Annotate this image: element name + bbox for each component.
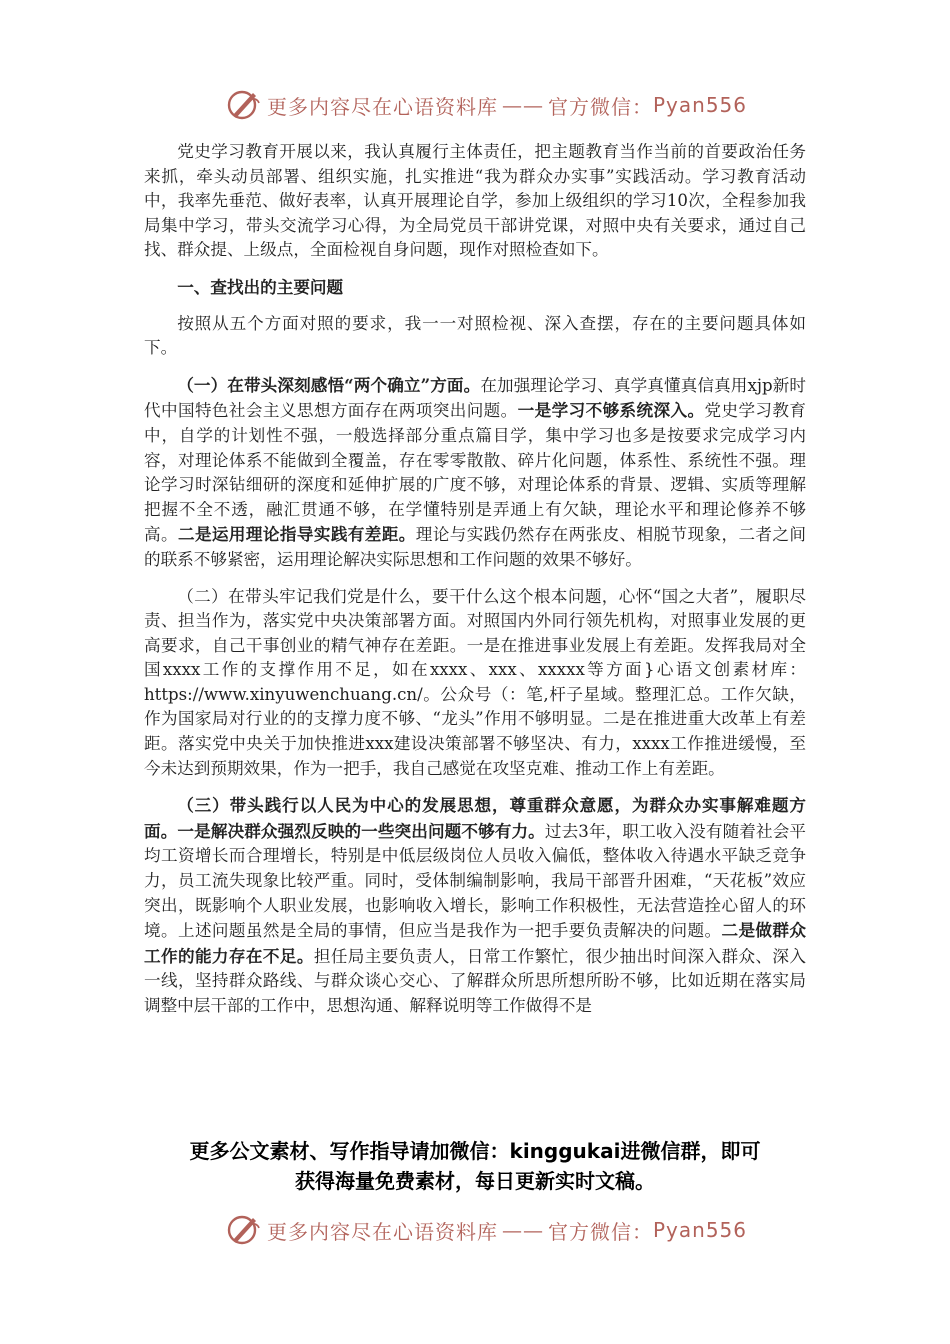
banner-wechat-id: Pyan556 bbox=[653, 93, 748, 117]
footer-call-to-action bbox=[140, 1136, 810, 1196]
document-body bbox=[144, 140, 806, 1031]
item1-point1: 一是学习不够系统深入。 bbox=[517, 400, 705, 421]
banner-text: 更多内容尽在心语资料库 bbox=[267, 1219, 498, 1244]
footer-line-2: 获得海量免费素材，每日更新实时文稿。 bbox=[295, 1169, 655, 1193]
banner-wechat-id: Pyan556 bbox=[653, 1218, 748, 1242]
item3-text1: 过去3年，职工收入没有随着社会平均工资增长而合理增长，特别是中低层级岗位人员收入偏低，整体收入待遇水平缺乏竞争力，员工流失现象比较严重。同时，受体制编制影响，我局干部晋升困难，“天花板”效应突出，既影响个人职业发展，也影响收入增长，影响工作积极性，无法营造拴心留人的环境。上述问题虽然是全局的事情，但应当是我作为一把手要负责解决的问题。 bbox=[144, 821, 807, 941]
item1-text3: 理论与实践仍然存在两张皮、相脱节现象，二者之间的联系不够紧密，运用理论解决实际思想和工作问题的效果不够好。 bbox=[144, 525, 806, 569]
section1-intro: 按照从五个方面对照的要求，我一一对照检视、深入查摆，存在的主要问题具体如下。 bbox=[144, 313, 806, 358]
pen-logo-icon bbox=[225, 1212, 261, 1248]
banner-separator: —— bbox=[502, 93, 544, 117]
section1-heading: 一、查找出的主要问题 bbox=[177, 276, 344, 297]
item3-title: （三）带头践行以人民为中心的发展思想，尊重群众意愿，为群众办实事解难题方面。一是解决群众强烈反映的一些突出问题不够有力。 bbox=[144, 795, 806, 841]
banner-wechat-prefix: 官方微信： bbox=[548, 94, 653, 119]
pen-logo-icon bbox=[225, 87, 261, 123]
item1-text1: 在加强理论学习、真学真懂真信真用xjp新时代中国特色社会主义思想方面存在两项突出问题。 bbox=[144, 375, 806, 421]
banner-text: 更多内容尽在心语资料库 bbox=[267, 94, 498, 119]
item3-point2: 二是做群众工作的能力存在不足。 bbox=[144, 920, 806, 966]
banner-separator: —— bbox=[502, 1218, 544, 1242]
item1-title: （一）在带头深刻感悟“两个确立”方面。 bbox=[177, 374, 481, 395]
footer-banner bbox=[225, 1210, 748, 1250]
header-banner bbox=[225, 85, 748, 125]
item3-text2: 担任局主要负责人，日常工作繁忙，很少抽出时间深入群众、深入一线，坚持群众路线、与群众谈心交心、了解群众所思所想所盼不够，比如近期在落实局调整中层干部的工作中，思想沟通、解释说明等工作做得不是 bbox=[144, 946, 806, 1015]
item1-text2: 党史学习教育中，自学的计划性不强，一般选择部分重点篇目学，集中学习也多是按要求完成学习内容，对理论体系不能做到全覆盖，存在零零散散、碎片化问题，体系性、系统性不强。理论学习时深钻细研的深度和延伸扩展的广度不够，对理论体系的背景、逻辑、实质等理解把握不全不透，融汇贯通不够，在学懂特别是弄通上有欠缺，理论水平和理论修养不够高。 bbox=[144, 401, 806, 545]
footer-line-1: 更多公文素材、写作指导请加微信：kinggukai进微信群，即可 bbox=[189, 1139, 761, 1163]
intro-paragraph: 党史学习教育开展以来，我认真履行主体责任，把主题教育当作当前的首要政治任务来抓，牵头动员部署、组织实施，扎实推进“我为群众办实事”实践活动。学习教育活动中，我率先垂范、做好表率，认真开展理论自学，参加上级组织的学习10次，全程参加我局集中学习，带头交流学习心得，为全局党员干部讲党课，对照中央有关要求，通过自己找、群众提、上级点，全面检视自身问题，现作对照检查如下。 bbox=[144, 142, 806, 260]
item1-point2: 二是运用理论指导实践有差距。 bbox=[177, 524, 416, 545]
banner-wechat-prefix: 官方微信： bbox=[548, 1219, 653, 1244]
item3-paragraph bbox=[144, 793, 806, 1018]
item2-paragraph: （二）在带头牢记我们党是什么，要干什么这个根本问题，心怀“国之大者”，履职尽责、担当作为，落实党中央决策部署方面。对照国内外同行领先机构，对照事业发展的更高要求，自己干事创业的精气神存在差距。一是在推进事业发展上有差距。发挥我局对全国xxxx工作的支撑作用不足，如在xxxx、xxx、xxxxx等方面}心语文创素材库：https://www.xinyuwenchuang.cn/。公众号（：笔,杆子星域。整理汇总。工作欠缺，作为国家局对行业的的支撑力度不够、“龙头”作用不够明显。二是在推进重大改革上有差距。落实党中央关于加快推进xxx建设决策部署不够坚决、有力，xxxx工作推进缓慢，至今未达到预期效果，作为一把手，我自己感觉在攻坚克难、推动工作上有差距。 bbox=[144, 586, 806, 778]
item1-paragraph bbox=[144, 373, 806, 573]
